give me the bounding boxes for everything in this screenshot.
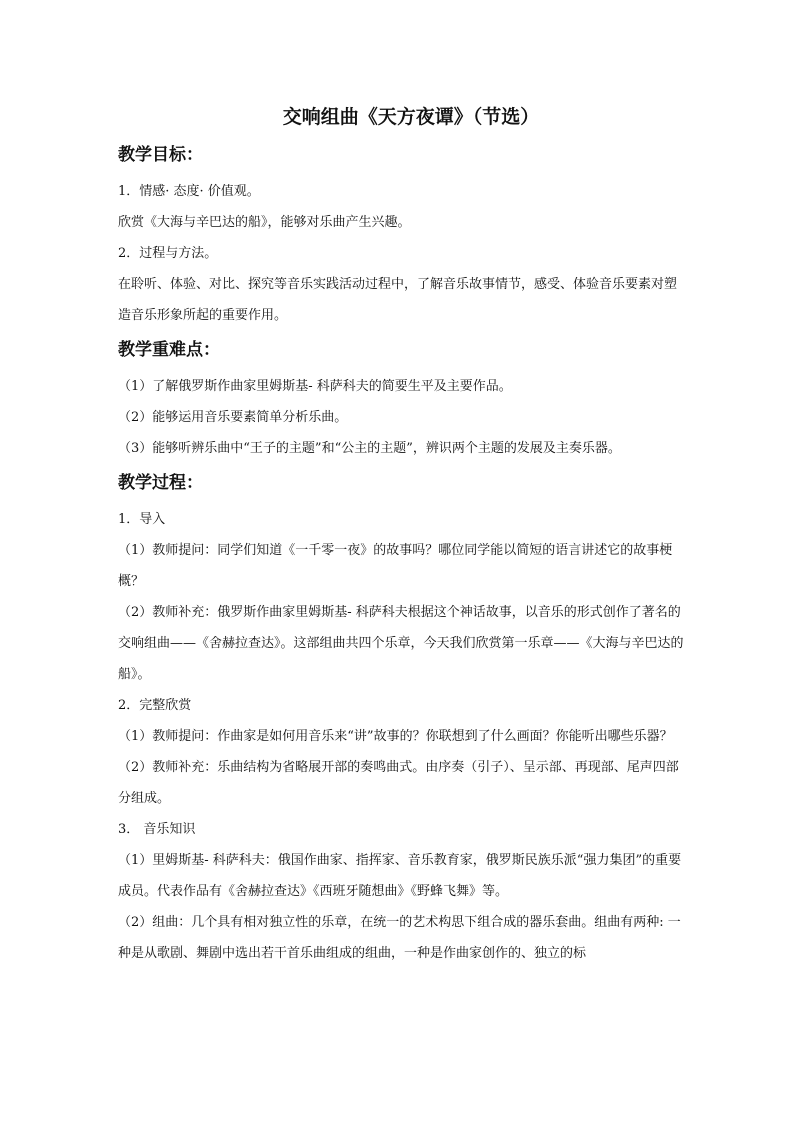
page-title: 交响组曲《天方夜谭》（节选） — [282, 106, 540, 128]
key-point-item-3: （3）能够听辨乐曲中“王子的主题”和“公主的主题”，辨识两个主题的发展及主奏乐器。 — [118, 441, 621, 456]
section-heading-goals: 教学目标： — [118, 145, 203, 165]
process-item-1: 1．导入 — [118, 512, 166, 527]
process-item-9: （2）组曲：几个具有相对独立性的乐章，在统一的艺术构思下组合成的器乐套曲。组曲有两种: 一种是从歌剧、舞剧中选出若干首乐曲组成的组曲，一种是作曲家创作的、独立的标 — [118, 915, 681, 961]
goal-item-4: 在聆听、体验、对比、探究等音乐实践活动过程中，了解音乐故事情节，感受、体验音乐要素对塑造音乐形象所起的重要作用。 — [118, 277, 678, 323]
process-item-2: （1）教师提问：同学们知道《一千零一夜》的故事吗？哪位同学能以简短的语言讲述它的故事梗概？ — [118, 543, 673, 589]
goal-item-1: 1．情感· 态度· 价值观。 — [118, 184, 260, 199]
section-heading-key-points: 教学重难点： — [118, 340, 220, 360]
process-item-7: 3． 音乐知识 — [118, 822, 196, 837]
section-key-points — [118, 337, 684, 464]
section-teaching-goals — [118, 142, 684, 331]
process-item-4: 2．完整欣赏 — [118, 698, 192, 713]
goal-item-2: 欣赏《大海与辛巴达的船》，能够对乐曲产生兴趣。 — [118, 215, 411, 230]
process-item-8: （1）里姆斯基- 科萨科夫：俄国作曲家、指挥家、音乐教育家，俄罗斯民族乐派“强力集团”的重要成员。代表作品有《舍赫拉查达》《西班牙随想曲》《野蜂飞舞》等。 — [118, 853, 682, 899]
process-item-5: （1）教师提问：作曲家是如何用音乐来“讲”故事的？你联想到了什么画面？你能听出哪些乐器？ — [118, 729, 673, 744]
section-teaching-process — [118, 470, 684, 969]
key-point-item-2: （2）能够运用音乐要素简单分析乐曲。 — [118, 410, 348, 425]
goal-item-3: 2．过程与方法。 — [118, 246, 218, 261]
section-heading-process: 教学过程： — [118, 473, 203, 493]
process-item-3: （2）教师补充：俄罗斯作曲家里姆斯基- 科萨科夫根据这个神话故事，以音乐的形式创作了著名的交响组曲——《舍赫拉查达》。这部组曲共四个乐章，今天我们欣赏第一乐章——《大海与辛巴达的船》。 — [118, 605, 684, 682]
process-item-6: （2）教师补充：乐曲结构为省略展开部的奏鸣曲式。由序奏（引子）、呈示部、再现部、尾声四部分组成。 — [118, 760, 679, 806]
key-point-item-1: （1）了解俄罗斯作曲家里姆斯基- 科萨科夫的简要生平及主要作品。 — [118, 379, 512, 394]
